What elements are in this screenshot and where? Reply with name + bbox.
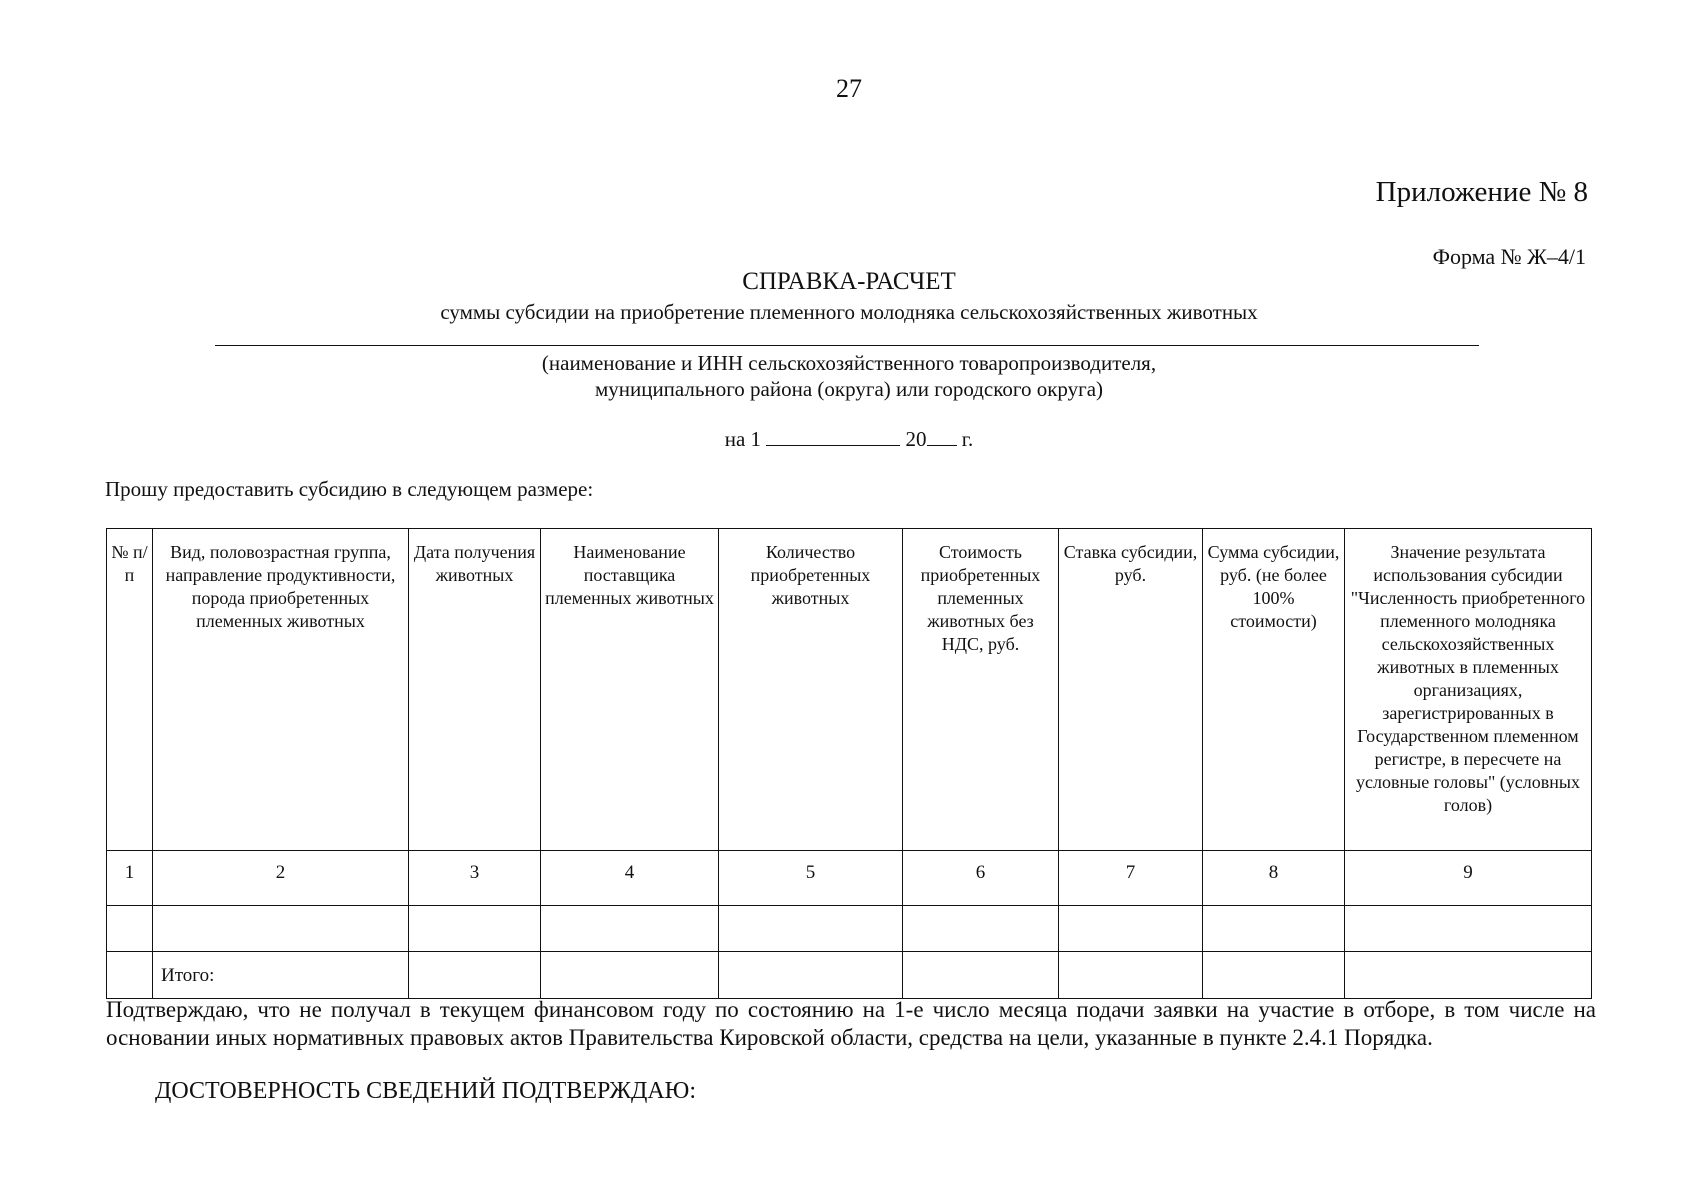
table-cell bbox=[409, 952, 541, 999]
table-cell bbox=[903, 952, 1059, 999]
table-cell bbox=[541, 952, 719, 999]
table-cell bbox=[541, 906, 719, 952]
table-row-total bbox=[107, 952, 1592, 999]
column-number: 8 bbox=[1203, 851, 1345, 906]
table-cell bbox=[1203, 906, 1345, 952]
form-number: Форма № Ж–4/1 bbox=[1432, 244, 1586, 269]
table-cell bbox=[1345, 906, 1592, 952]
header-cell-result-value: Значение результата использования субсидии "Численность приобретенного племенного молодняка сельскохозяйственных животных в племенных организациях, зарегистрированных в Государственном племенном регистре, в пересчете на условные головы" (условных голов) bbox=[1345, 529, 1592, 851]
table-cell bbox=[1059, 906, 1203, 952]
date-year-blank bbox=[927, 425, 957, 446]
date-line bbox=[0, 425, 1698, 452]
table-cell bbox=[107, 906, 153, 952]
name-fill-line bbox=[215, 345, 1479, 346]
name-caption-line-1: (наименование и ИНН сельскохозяйственного товаропроизводителя, bbox=[541, 351, 1157, 375]
table-cell bbox=[409, 906, 541, 952]
table-cell bbox=[1345, 952, 1592, 999]
table-column-number-row bbox=[107, 851, 1592, 906]
total-label: Итого: bbox=[153, 952, 409, 999]
column-number: 7 bbox=[1059, 851, 1203, 906]
header-cell-supplier: Наименование поставщика племенных животных bbox=[541, 529, 719, 851]
header-cell-subsidy-amount: Сумма субсидии, руб. (не более 100% стоимости) bbox=[1203, 529, 1345, 851]
page-number: 27 bbox=[836, 74, 862, 103]
confirmation-heading: ДОСТОВЕРНОСТЬ СВЕДЕНИЙ ПОДТВЕРЖДАЮ: bbox=[155, 1078, 697, 1104]
column-number: 9 bbox=[1345, 851, 1592, 906]
document-title: СПРАВКА-РАСЧЕТ bbox=[742, 268, 956, 295]
date-year-prefix: 20 bbox=[905, 427, 927, 451]
column-number: 2 bbox=[153, 851, 409, 906]
request-text: Прошу предоставить субсидию в следующем размере: bbox=[105, 477, 594, 501]
name-caption bbox=[0, 350, 1698, 402]
date-suffix: г. bbox=[961, 427, 974, 451]
appendix-label: Приложение № 8 bbox=[1375, 176, 1588, 208]
header-cell-rate: Ставка субсидии, руб. bbox=[1059, 529, 1203, 851]
column-number: 3 bbox=[409, 851, 541, 906]
header-cell-receipt-date: Дата получения животных bbox=[409, 529, 541, 851]
table-cell bbox=[719, 906, 903, 952]
date-day-month-blank bbox=[766, 425, 900, 446]
column-number: 4 bbox=[541, 851, 719, 906]
name-caption-line-2: муниципального района (округа) или городского округа) bbox=[594, 377, 1104, 401]
header-cell-quantity: Количество приобретенных животных bbox=[719, 529, 903, 851]
confirmation-paragraph: Подтверждаю, что не получал в текущем финансовом году по состоянию на 1-е число месяца подачи заявки на участие в отборе, в том числе на основании иных нормативных правовых актов Правительства Кировской области, средства на цели, указанные в пункте 2.4.1 Порядка. bbox=[106, 997, 1596, 1050]
document-subtitle: суммы субсидии на приобретение племенного молодняка сельскохозяйственных животных bbox=[440, 300, 1258, 324]
table-cell bbox=[719, 952, 903, 999]
table-cell bbox=[1059, 952, 1203, 999]
header-cell-animal-type: Вид, половозрастная группа, направление продуктивности, порода приобретенных племенных животных bbox=[153, 529, 409, 851]
table-cell bbox=[1203, 952, 1345, 999]
subsidy-calculation-table bbox=[106, 528, 1592, 999]
table-header-row bbox=[107, 529, 1592, 851]
table-cell bbox=[903, 906, 1059, 952]
column-number: 5 bbox=[719, 851, 903, 906]
date-prefix: на 1 bbox=[724, 427, 762, 451]
table-row-empty bbox=[107, 906, 1592, 952]
column-number: 1 bbox=[107, 851, 153, 906]
header-cell-number: № п/п bbox=[107, 529, 153, 851]
table-cell bbox=[153, 906, 409, 952]
header-cell-cost: Стоимость приобретенных племенных животных без НДС, руб. bbox=[903, 529, 1059, 851]
column-number: 6 bbox=[903, 851, 1059, 906]
table-cell bbox=[107, 952, 153, 999]
